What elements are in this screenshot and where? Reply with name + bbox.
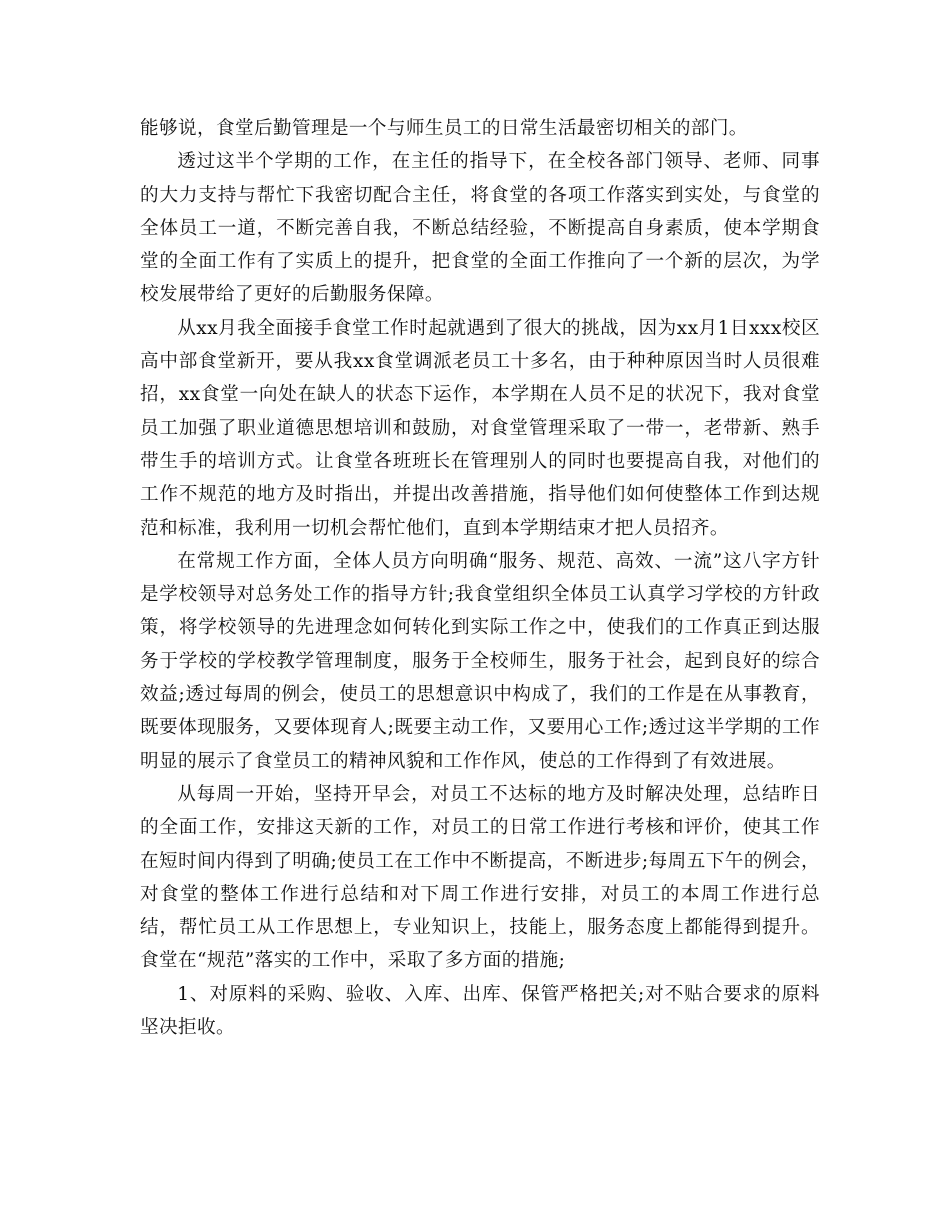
- paragraph-6: 1、对原料的采购、验收、入库、出库、保管严格把关;对不贴合要求的原料坚决拒收。: [140, 983, 820, 1039]
- paragraph-1: 能够说，食堂后勤管理是一个与师生员工的日常生活最密切相关的部门。: [140, 118, 748, 139]
- document-body: [140, 112, 820, 1044]
- paragraph-3: 从xx月我全面接手食堂工作时起就遇到了很大的挑战，因为xx月1日xxx校区高中部食堂新开，要从我xx食堂调派老员工十多名，由于种种原因当时人员很难招，xx食堂一向处在缺人的状态下运作，本学期在人员不足的状况下，我对食堂员工加强了职业道德思想培训和鼓励，对食堂管理采取了一带一，老带新、熟手带生手的培训方式。让食堂各班班长在管理别人的同时也要提高自我，对他们的工作不规范的地方及时指出，并提出改善措施，指导他们如何使整体工作到达规范和标准，我利用一切机会帮忙他们，直到本学期结束才把人员招齐。: [140, 317, 820, 539]
- paragraph-2: 透过这半个学期的工作，在主任的指导下，在全校各部门领导、老师、同事的大力支持与帮忙下我密切配合主任，将食堂的各项工作落实到实处，与食堂的全体员工一道，不断完善自我，不断总结经验，不断提高自身素质，使本学期食堂的全面工作有了实质上的提升，把食堂的全面工作推向了一个新的层次，为学校发展带给了更好的后勤服务保障。: [140, 151, 820, 306]
- paragraph-5: 从每周一开始，坚持开早会，对员工不达标的地方及时解决处理，总结昨日的全面工作，安排这天新的工作，对员工的日常工作进行考核和评价，使其工作在短时间内得到了明确;使员工在工作中不断提高，不断进步;每周五下午的例会，对食堂的整体工作进行总结和对下周工作进行安排，对员工的本周工作进行总结，帮忙员工从工作思想上，专业知识上，技能上，服务态度上都能得到提升。食堂在“规范”落实的工作中，采取了多方面的措施;: [140, 783, 820, 972]
- paragraph-4: 在常规工作方面，全体人员方向明确“服务、规范、高效、一流”这八字方针是学校领导对总务处工作的指导方针;我食堂组织全体员工认真学习学校的方针政策，将学校领导的先进理念如何转化到实际工作之中，使我们的工作真正到达服务于学校的学校教学管理制度，服务于全校师生，服务于社会，起到良好的综合效益;透过每周的例会，使员工的思想意识中构成了，我们的工作是在从事教育，既要体现服务，又要体现育人;既要主动工作，又要用心工作;透过这半学期的工作明显的展示了食堂员工的精神风貌和工作作风，使总的工作得到了有效进展。: [140, 550, 820, 772]
